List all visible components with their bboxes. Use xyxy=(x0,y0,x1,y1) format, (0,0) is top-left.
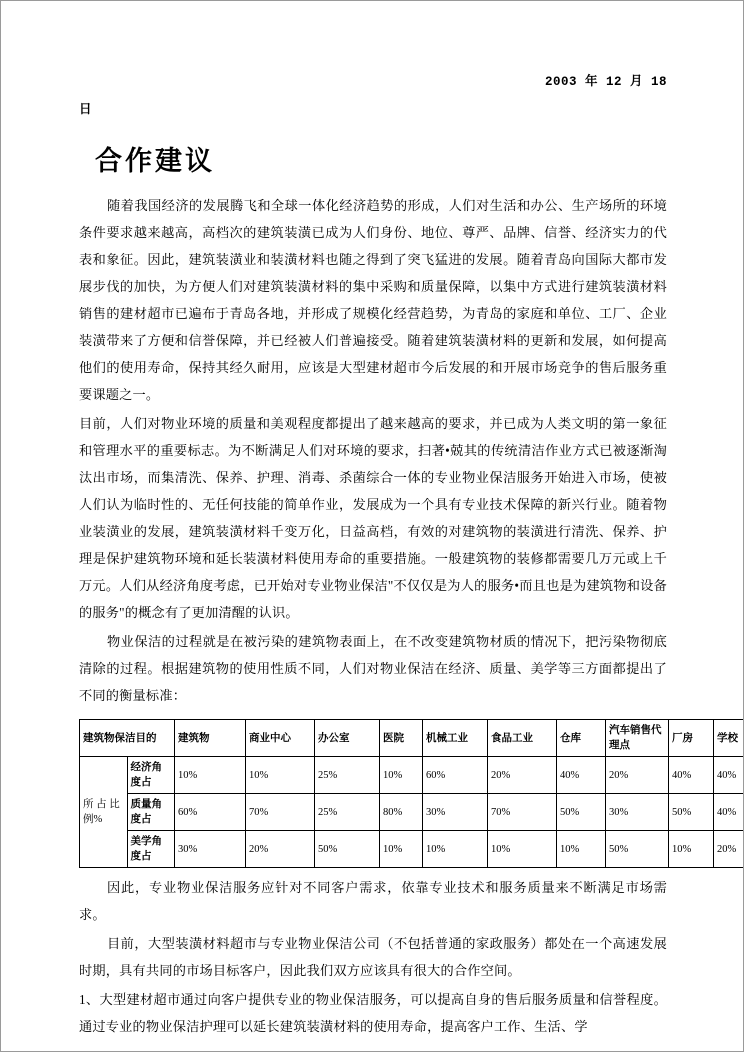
paragraph-6: 1、大型建材超市通过向客户提供专业的物业保洁服务，可以提高自身的售后服务质量和信誉程度。通过专业的物业保洁护理可以延长建筑装潢材料的使用寿命，提高客户工作、生活、学 xyxy=(79,992,667,1034)
table-cell: 30% xyxy=(423,794,488,831)
table-cell: 20% xyxy=(246,831,315,868)
table-cell: 20% xyxy=(714,831,744,868)
table-cell: 25% xyxy=(315,757,380,794)
table-header-cell-1: 建筑物 xyxy=(175,720,246,757)
table-cell: 10% xyxy=(423,831,488,868)
table-header-cell-10: 学校 xyxy=(714,720,744,757)
table-cell: 10% xyxy=(246,757,315,794)
table-row xyxy=(80,831,744,868)
table-cell: 10% xyxy=(488,831,557,868)
table-header-cell-5: 机械工业 xyxy=(423,720,488,757)
table-cell: 10% xyxy=(175,757,246,794)
table-cell: 10% xyxy=(669,831,714,868)
paragraph-4: 因此，专业物业保洁服务应针对不同客户需求，依靠专业技术和服务质量来不断满足市场需求。 xyxy=(79,880,667,922)
table-cell: 70% xyxy=(488,794,557,831)
table-cell: 40% xyxy=(557,757,606,794)
table-cell: 40% xyxy=(714,757,744,794)
table-cell: 40% xyxy=(714,794,744,831)
table-header-cell-3: 办公室 xyxy=(315,720,380,757)
table-cell: 10% xyxy=(380,757,423,794)
table-row-label: 经济角度占 xyxy=(127,757,175,794)
table-header-cell-8: 汽车销售代理点 xyxy=(606,720,669,757)
table-cell: 60% xyxy=(423,757,488,794)
table-row-label: 质量角度占 xyxy=(127,794,175,831)
document-date-continuation: 日 xyxy=(79,103,92,117)
table-header-cell-6: 食品工业 xyxy=(488,720,557,757)
table-header-cell-4: 医院 xyxy=(380,720,423,757)
document-content xyxy=(79,71,738,1042)
table-header-cell-9: 厂房 xyxy=(669,720,714,757)
table-cell: 25% xyxy=(315,794,380,831)
table-cell: 40% xyxy=(669,757,714,794)
table-cell: 50% xyxy=(606,831,669,868)
table-cell: 50% xyxy=(557,794,606,831)
document-date: 2003 年 12 月 18 xyxy=(544,75,667,89)
table-row-label: 美学角度占 xyxy=(127,831,175,868)
table-header-cell-7: 仓库 xyxy=(557,720,606,757)
table-header-cell-0: 建筑物保洁目的 xyxy=(80,720,175,757)
paragraph-5: 目前，大型装潢材料超市与专业物业保洁公司（不包括普通的家政服务）都处在一个高速发展时期，具有共同的市场目标客户，因此我们双方应该具有很大的合作空间。 xyxy=(79,936,667,978)
table-cell: 10% xyxy=(380,831,423,868)
table-cell: 70% xyxy=(246,794,315,831)
table-cell: 30% xyxy=(606,794,669,831)
paragraph-1: 随着我国经济的发展腾飞和全球一体化经济趋势的形成，人们对生活和办公、生产场所的环境条件要求越来越高，高档次的建筑装潢已成为人们身份、地位、尊严、品牌、信誉、经济实力的代表和象征。因此，建筑装潢业和装潢材料也随之得到了突飞猛进的发展。随着青岛向国际大都市发展步伐的加快，为方便人们对建筑装潢材料的集中采购和质量保障，以集中方式进行建筑装潢材料销售的建材超市已遍布于青岛各地，并形成了规模化经营趋势，为青岛的家庭和单位、工厂、企业装潢带来了方便和信誉保障，并已经被人们普遍接受。随着建筑装潢材料的更新和发展，如何提高他们的使用寿命，保持其经久耐用，应该是大型建材超市今后发展的和开展市场竞争的售后服务重要课题之一。 xyxy=(79,198,667,402)
paragraph-2: 目前，人们对物业环境的质量和美观程度都提出了越来越高的要求，并已成为人类文明的第一象征和管理水平的重要标志。为不断满足人们对环境的要求，扫著•兢其的传统清洁作业方式已被逐渐淘汰出市场，而集清洗、保养、护理、消毒、杀菌综合一体的专业物业保洁服务开始进入市场，使被人们认为临时性的、无任何技能的简单作业，发展成为一个具有专业技术保障的新兴行业。随着物业装潢业的发展，建筑装潢材料千变万化，日益高档，有效的对建筑物的装潢进行清洗、保养、护理是保护建筑物环境和延长装潢材料使用寿命的重要措施。一般建筑物的装修都需要几万元或上千万元。人们从经济角度考虑，已开始对专业物业保洁"不仅仅是为人的服务•而且也是为建筑物和设备的服务"的概念有了更加清醒的认识。 xyxy=(79,416,667,620)
table-row-group-label: 所 占 比 例% xyxy=(80,757,128,868)
table-cell: 60% xyxy=(175,794,246,831)
paragraph-3: 物业保洁的过程就是在被污染的建筑物表面上，在不改变建筑物材质的情况下，把污染物彻底清除的过程。根据建筑物的使用性质不同，人们对物业保洁在经济、质量、美学等三方面都提出了不同的衡量标准： xyxy=(79,634,667,703)
table-cell: 50% xyxy=(315,831,380,868)
table-header-row xyxy=(80,720,744,757)
table-cell: 20% xyxy=(488,757,557,794)
table-header-cell-2: 商业中心 xyxy=(246,720,315,757)
table-row xyxy=(80,757,744,794)
table-row xyxy=(80,794,744,831)
page-title: 合作建议 xyxy=(95,146,215,176)
table-cell: 50% xyxy=(669,794,714,831)
cleaning-purpose-table xyxy=(79,719,744,868)
table-cell: 20% xyxy=(606,757,669,794)
table-cell: 80% xyxy=(380,794,423,831)
table-cell: 30% xyxy=(175,831,246,868)
table-cell: 10% xyxy=(557,831,606,868)
